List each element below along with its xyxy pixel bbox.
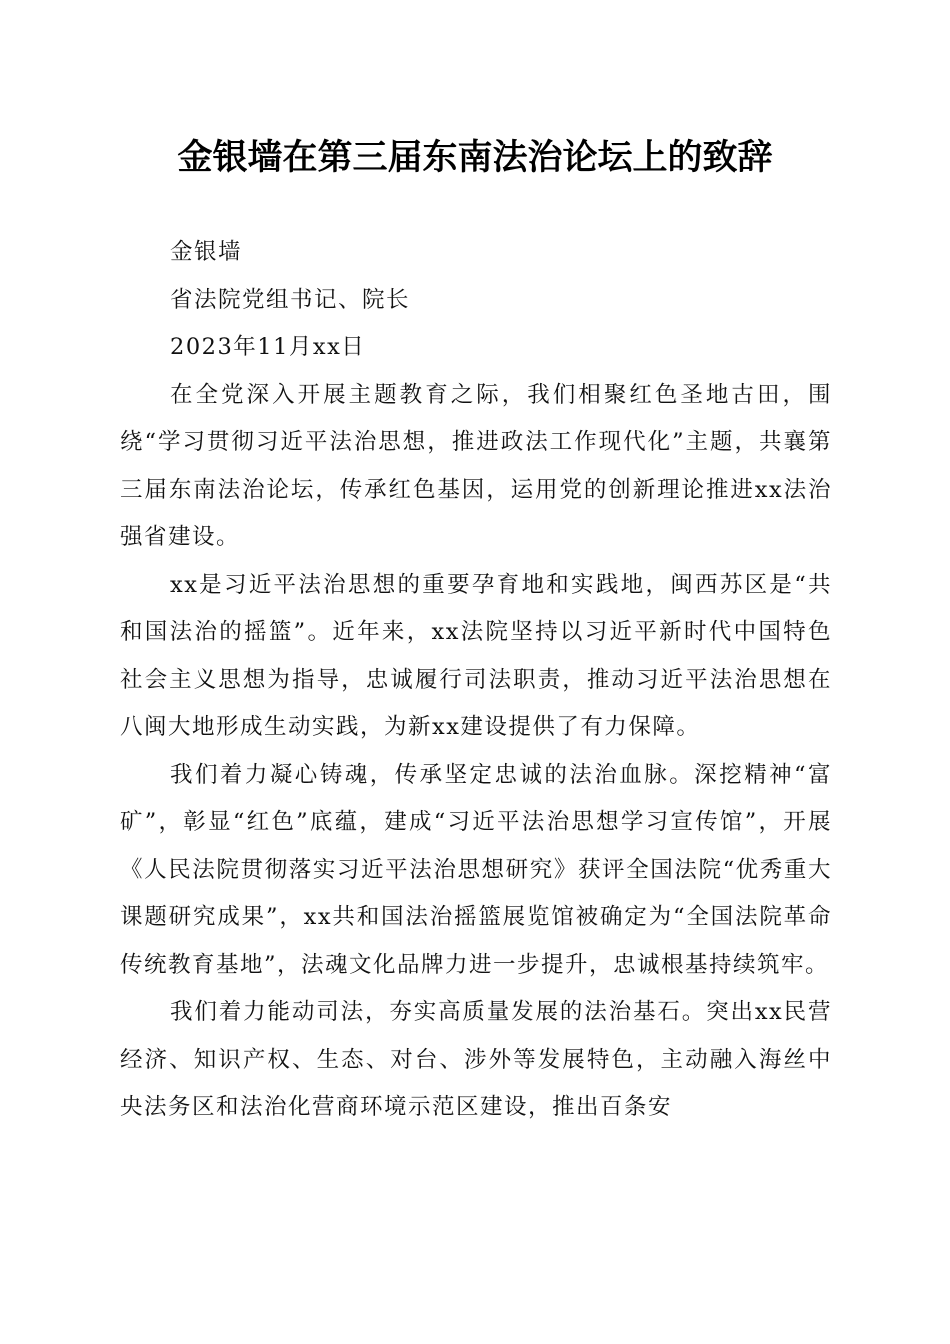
paragraph-2: xx是习近平法治思想的重要孕育地和实践地，闽西苏区是“共和国法治的摇篮”。近年来，xx法院坚持以习近平新时代中国特色社会主义思想为指导，忠诚履行司法职责，推动习近平法治思想在八闽大地形成生动实践，为新xx建设提供了有力保障。 [120,571,832,740]
paragraph-3: 我们着力凝心铸魂，传承坚定忠诚的法治血脉。深挖精神“富矿”，彰显“红色”底蕴，建成“习近平法治思想学习宣传馆”，开展《人民法院贯彻落实习近平法治思想研究》获评全国法院“优秀重大课题研究成果”，xx共和国法治摇篮展览馆被确定为“全国法院革命传统教育基地”，法魂文化品牌力进一步提升，忠诚根基持续筑牢。 [120,761,832,978]
speech-date: 2023年11月xx日 [170,334,366,360]
author-name: 金银墙 [170,239,243,265]
author-position: 省法院党组书记、院长 [170,286,411,313]
document-body [120,229,832,1132]
document-title: 金银墙在第三届东南法治论坛上的致辞 [177,137,773,178]
paragraph-1: 在全党深入开展主题教育之际，我们相聚红色圣地古田，围绕“学习贯彻习近平法治思想，推进政法工作现代化”主题，共襄第三届东南法治论坛，传承红色基因，运用党的创新理论推进xx法治强省建设。 [120,381,832,550]
paragraph-4: 我们着力能动司法，夯实高质量发展的法治基石。突出xx民营经济、知识产权、生态、对台、涉外等发展特色，主动融入海丝中央法务区和法治化营商环境示范区建设，推出百条安 [120,999,832,1120]
